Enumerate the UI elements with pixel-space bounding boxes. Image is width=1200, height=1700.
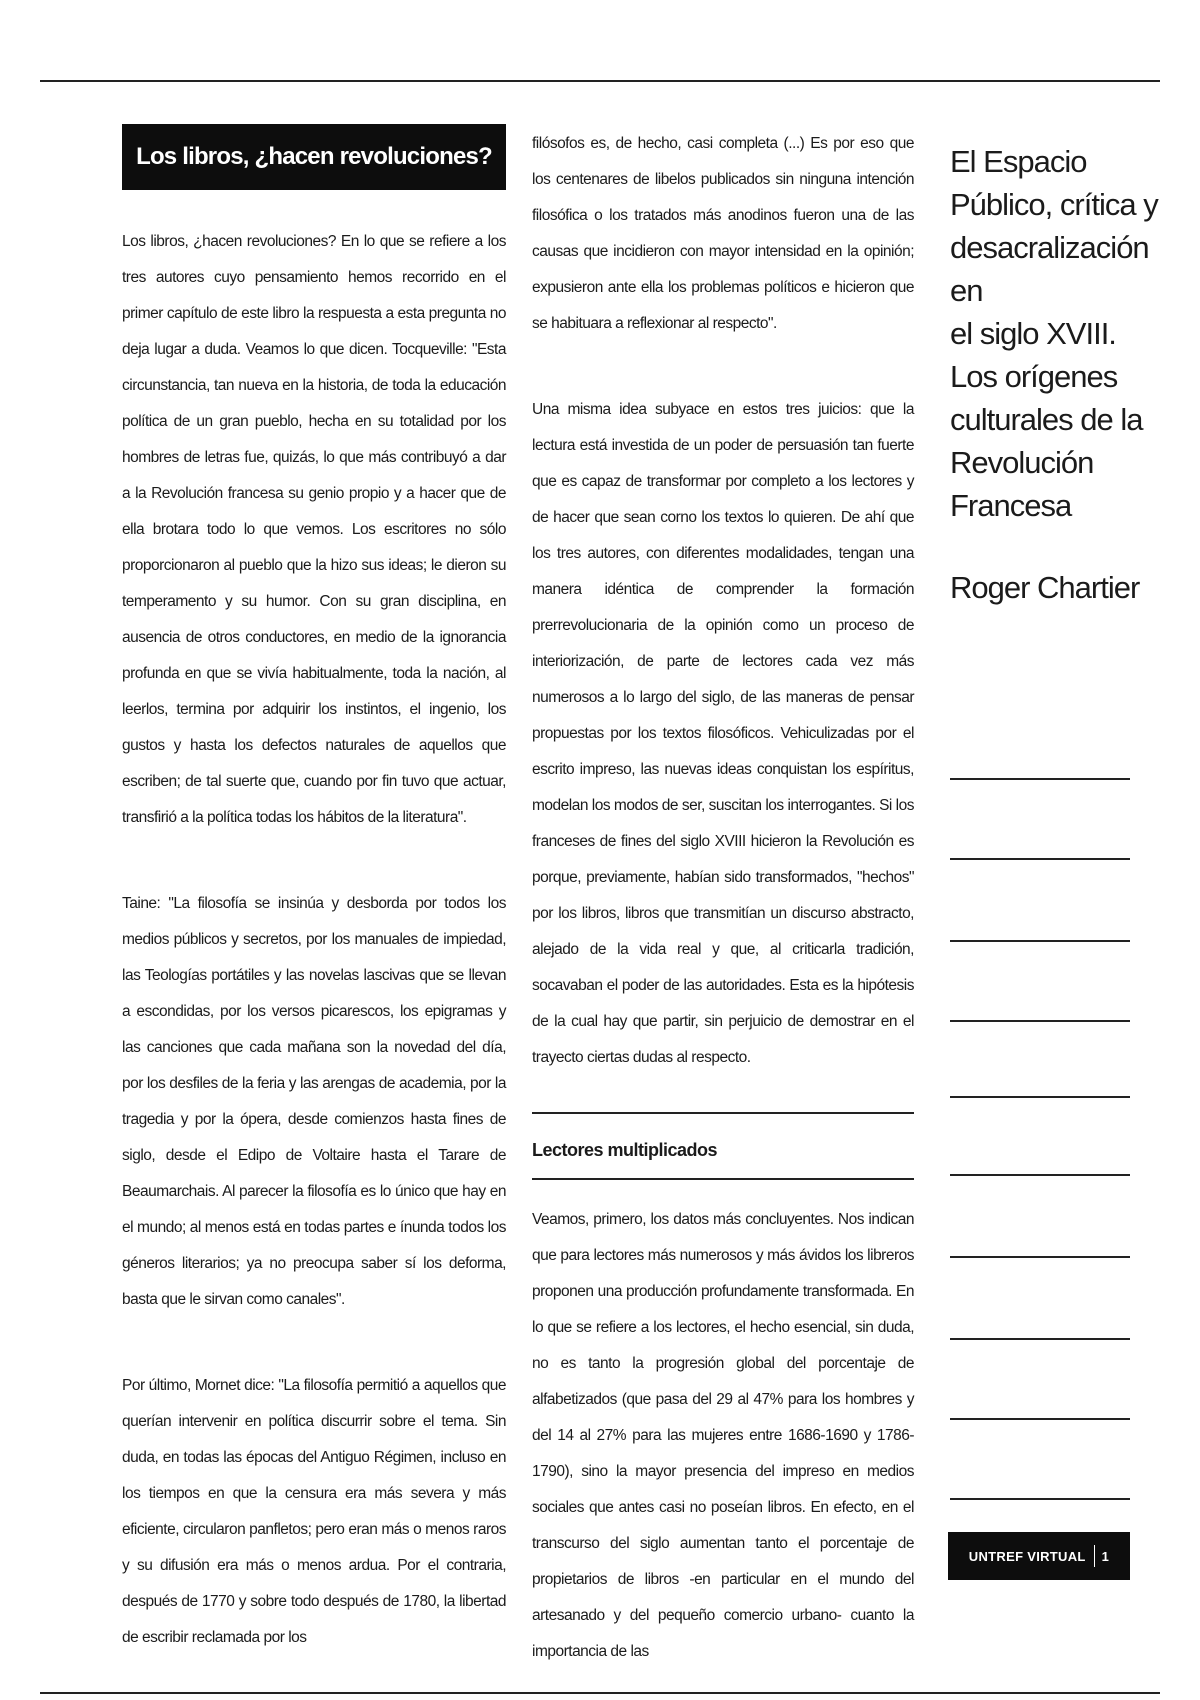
article-title: Los libros, ¿hacen revoluciones? [122,124,506,190]
sidebar-rule [950,1174,1130,1176]
sidebar-rule [950,940,1130,942]
column-middle [532,126,914,1670]
sidebar-title-line: culturales de la [950,402,1143,437]
sidebar-title-line: desacralización en [950,230,1149,308]
sidebar-title-line: el siglo XVIII. [950,316,1116,351]
sidebar-rule [950,1418,1130,1420]
footer-separator [1094,1545,1095,1567]
sidebar-author: Roger Chartier [950,570,1140,605]
sidebar-rule [950,1020,1130,1022]
page-number: 1 [1101,1548,1110,1564]
footer-badge [948,1532,1130,1580]
sidebar-rule [950,778,1130,780]
top-rule [40,80,1160,82]
paragraph: Una misma idea subyace en estos tres juicios: que la lectura está investida de un poder de persuasión tan fuerte que es capaz de transformar por completo a los lectores y de hacer que sean corno los textos lo quieren. De ahí que los tres autores, con diferentes modalidades, tengan una manera idéntica de comprender la formación prerrevolucionaria de la opinión como un proceso de interiorización, de parte de lectores cada vez más numerosos a lo largo del siglo, de las maneras de pensar propuestas por los textos filosóficos. Vehiculizadas por el escrito impreso, las nuevas ideas conquistan los espíritus, modelan los modos de ser, suscitan los interrogantes. Si los franceses de fines del siglo XVIII hicieron la Revolución es porque, previamente, habían sido transformados, "hechos" por los libros, libros que transmitían un discurso abstracto, alejado de la vida real y que, al criticarla tradición, socavaban el poder de las autoridades. Esta es la hipótesis de la cual hay que partir, sin perjuicio de demostrar en el trayecto ciertas dudas al respecto. [532,401,914,1066]
section-heading: Lectores multiplicados [532,1140,718,1160]
column-left [122,224,506,1656]
sidebar-rule [950,1338,1130,1340]
sidebar-rule [950,1256,1130,1258]
footer-label: UNTREF VIRTUAL [968,1548,1086,1564]
bottom-rule [40,1692,1160,1694]
paragraph: Los libros, ¿hacen revoluciones? En lo que se refiere a los tres autores cuyo pensamiento hemos recorrido en el primer capítulo de este libro la respuesta a esta pregunta no deja lugar a duda. Veamos lo que dicen. Tocqueville: "Esta circunstancia, tan nueva en la historia, de toda la educación política de un gran pueblo, hecha en su totalidad por los hombres de letras fue, quizás, lo que más contribuyó a dar a la Revolución francesa su genio propio y a hacer que de ella brotara todo lo que vemos. Los escritores no sólo proporcionaron al pueblo que la hizo sus ideas; le dieron su temperamento y su humor. Con su gran disciplina, en ausencia de otros conductores, en medio de la ignorancia profunda en que se vivía habitualmente, toda la nación, al leerlos, termina por adquirir los instintos, el ingenio, los gustos y hasta los defectos naturales de aquellos que escriben; de tal suerte que, cuando por fin tuvo que actuar, transfirió a la política todas los hábitos de la literatura". [122,233,506,826]
sidebar-title [950,140,1170,527]
sidebar-rule [950,858,1130,860]
sidebar-title-line: Los orígenes [950,359,1118,394]
paragraph: Por último, Mornet dice: "La filosofía permitió a aquellos que querían intervenir en política discurrir sobre el tema. Sin duda, en todas las épocas del Antiguo Régimen, incluso en los tiempos en que la censura era más severa y más eficiente, circularon panfletos; pero eran más o menos raros y su difusión era más o menos ardua. Por el contraria, después de 1770 y sobre todo después de 1780, la libertad de escribir reclamada por los [122,1377,506,1646]
sidebar-rule [950,1498,1130,1500]
sidebar-title-line: El Espacio [950,144,1087,179]
sidebar-title-line: Público, crítica y [950,187,1158,222]
paragraph: Taine: "La filosofía se insinúa y desborda por todos los medios públicos y secretos, por los manuales de impiedad, las Teologías portátiles y las novelas lascivas que se llevan a escondidas, por los versos picarescos, los epigramas y las canciones que cada mañana son la novedad del día, por los desfiles de la feria y las arengas de academia, por la tragedia y por la ópera, desde comienzos hasta fines de siglo, desde el Edipo de Voltaire hasta el Tarare de Beaumarchais. Al parecer la filosofía es lo único que hay en el mundo; al menos está en todas partes e ínunda todos los géneros literarios; ya no preocupa saber sí los deforma, basta que le sirvan como canales". [122,895,506,1308]
paragraph: Veamos, primero, los datos más concluyentes. Nos indican que para lectores más numerosos y más ávidos los libreros proponen una producción profundamente transformada. En lo que se refiere a los lectores, el hecho esencial, sin duda, no es tanto la progresión global del porcentaje de alfabetizados (que pasa del 29 al 47% para los hombres y del 14 al 27% para las mujeres entre 1686-1690 y 1786-1790), sino la mayor presencia del impreso en medios sociales que antes casi no poseían libros. En efecto, en el transcurso del siglo aumentan tanto el porcentaje de propietarios de libros -en particular en el mundo del artesanado y del pequeño comercio urbano- cuanto la importancia de las [532,1211,914,1660]
paragraph: filósofos es, de hecho, casi completa (...) Es por eso que los centenares de libelos publicados sin ninguna intención filosófica o los tratados más anodinos fueron una de las causas que incidieron con mayor intensidad en la opinión; expusieron ante ella los problemas políticos e hicieron que se habituara a reflexionar al respecto". [532,135,914,332]
sidebar-rule [950,1096,1130,1098]
sidebar-title-line: Revolución [950,445,1094,480]
sidebar-title-line: Francesa [950,488,1072,523]
